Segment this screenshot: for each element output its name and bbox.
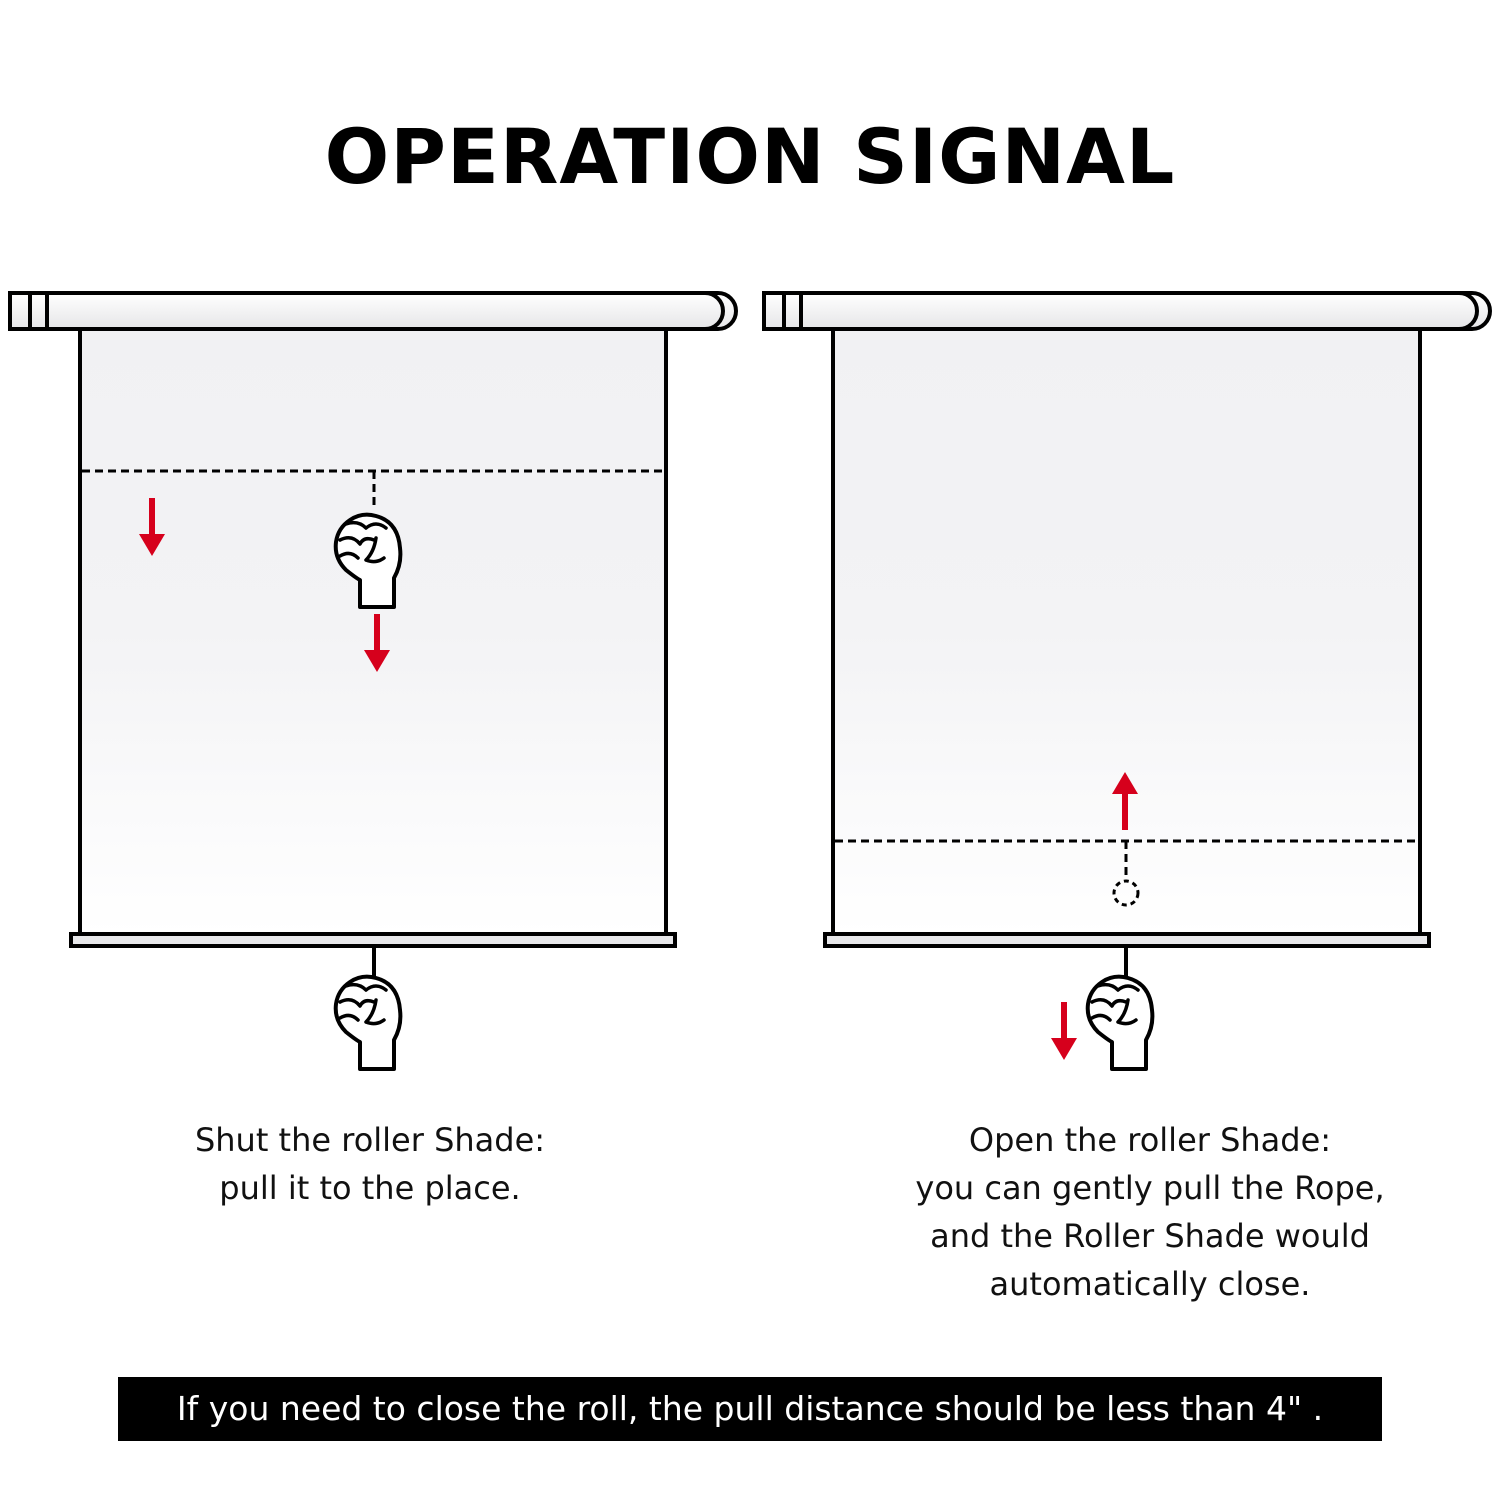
left-roller-tube (10, 293, 736, 329)
right-roller-tube (764, 293, 1490, 329)
caption-line: pull it to the place. (219, 1169, 521, 1207)
caption-line: Shut the roller Shade: (194, 1121, 546, 1159)
left-shade-panel (10, 293, 736, 1069)
caption-line: and the Roller Shade would (930, 1217, 1370, 1255)
caption-line: Open the roller Shade: (968, 1121, 1332, 1159)
down-arrow-icon (1051, 1002, 1077, 1060)
page-title: OPERATION SIGNAL (324, 112, 1176, 201)
right-bottom-bar (825, 934, 1429, 946)
fist-hand-icon (1088, 977, 1153, 1069)
caption-line: automatically close. (989, 1265, 1311, 1303)
right-shade-panel (764, 293, 1490, 1069)
fist-hand-icon (336, 977, 401, 1069)
left-shade-fabric (80, 326, 666, 936)
left-bottom-bar (71, 934, 675, 946)
right-caption (850, 1116, 1450, 1308)
caption-line: you can gently pull the Rope, (915, 1169, 1385, 1207)
left-caption (120, 1116, 620, 1212)
notice-banner: If you need to close the roll, the pull distance should be less than 4" . (118, 1377, 1382, 1441)
